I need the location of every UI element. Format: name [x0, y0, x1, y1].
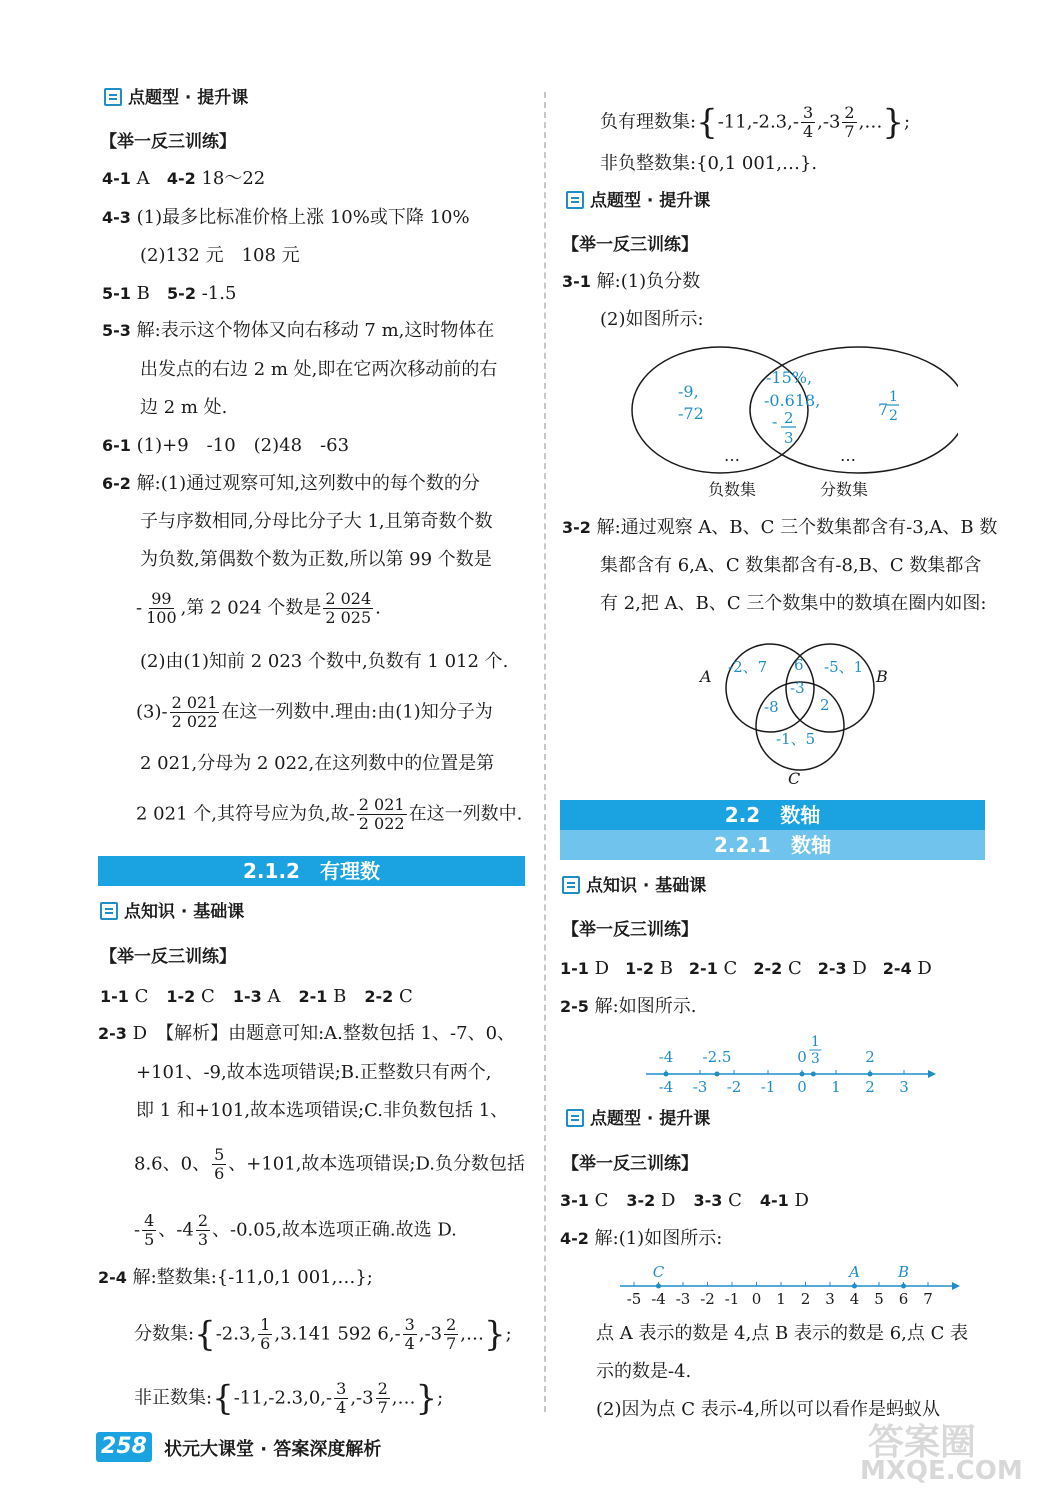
answer-item: [626, 1190, 675, 1211]
answer-line: (2)因为点 C 表示-4,所以可以看作是蚂蚁从: [596, 1399, 940, 1420]
set-b-label: B: [876, 667, 888, 686]
fraction: $\frac{3}{4}$: [336, 1379, 347, 1417]
answer-choice: B: [327, 986, 347, 1007]
section-band-2-2: 2.2 数轴: [560, 800, 985, 830]
question-number: 2-3: [817, 959, 847, 978]
venn-right-frac-den: 2: [889, 408, 898, 424]
section-band-2-1-2: 2.1.2 有理数: [98, 856, 525, 886]
answer-item: [689, 958, 737, 979]
answer-choice: C: [195, 986, 215, 1007]
answer-choice: B: [653, 958, 673, 979]
answer-line: 3-1 解:(1)负分数: [562, 271, 701, 292]
question-number: 2-1: [298, 987, 328, 1006]
answer-line: 子与序数相同,分母比分子大 1,且第奇数个数: [140, 511, 493, 532]
point-label: -2.5: [702, 1048, 732, 1066]
answer-row: [560, 1189, 827, 1213]
answer-line: 边 2 m 处.: [140, 397, 228, 418]
tick-label: -4: [651, 1290, 666, 1308]
answer-item: [100, 986, 148, 1007]
section-header-zhishi: 点知识 · 基础课: [562, 874, 706, 898]
answer-choice: D: [911, 958, 932, 979]
point-label: 2: [865, 1048, 875, 1066]
point-dot: [656, 1284, 661, 1289]
point-label: C: [652, 1263, 665, 1281]
fraction: $\frac{2}{7}$: [377, 1379, 388, 1417]
fraction: $\frac{2 021}{2 022}$: [171, 693, 218, 731]
tick-label: 0: [751, 1290, 762, 1308]
answer-choice: D: [846, 958, 867, 979]
answer-line: 点 A 表示的数是 4,点 B 表示的数是 6,点 C 表: [596, 1323, 969, 1344]
answer-item: [233, 986, 281, 1007]
answer-line: 分数集:{-2.3, $\frac{1}{6}$ ,3.141 592 6,- $\frac{3}{4}$ ,-3 $\frac{2}{7}$ ,…};: [134, 1314, 512, 1355]
answer-line: 非正数集:{-11,-2.3,0,- $\frac{3}{4}$ ,-3 $\frac{2}{7}$ ,…};: [134, 1378, 444, 1419]
answer-line: 5-3 解:表示这个物体又向右移动 7 m,这时物体在: [102, 320, 495, 341]
answer-line: (2)132 元 108 元: [140, 245, 300, 266]
fraction: $\frac{2}{3}$: [197, 1211, 209, 1249]
answer-item: [625, 958, 673, 979]
venn-right-whole: 7: [878, 400, 889, 419]
answer-line: 4-1 A 4-2 18～22: [102, 168, 266, 189]
training-title: 【举一反三训练】: [100, 132, 236, 152]
answer-row: [100, 985, 431, 1009]
venn-right-dots: …: [840, 446, 856, 465]
tick-label: 2: [865, 1078, 875, 1096]
tick-label: -2: [726, 1078, 742, 1096]
tick-label: 0: [797, 1078, 807, 1096]
answer-line: (2)由(1)知前 2 023 个数中,负数有 1 012 个.: [140, 651, 509, 672]
venn-right-label: 分数集: [820, 480, 869, 499]
answer-line: 2-4 解:整数集:{-11,0,1 001,…};: [98, 1267, 373, 1288]
fraction-denominator: 3: [810, 1051, 820, 1067]
venn-diagram-negative-fraction: [628, 345, 958, 505]
fraction: $\frac{2 021}{2 022}$: [358, 795, 405, 833]
venn-mid-frac-den: 3: [784, 429, 794, 447]
answer-line: 负有理数集:{-11,-2.3,- $\frac{3}{4}$ ,-3 $\frac{2}{7}$ ,…};: [600, 102, 911, 143]
venn-left-dots: …: [724, 446, 740, 465]
answer-row: [560, 957, 948, 981]
fraction: $\frac{3}{4}$: [404, 1315, 415, 1353]
answer-choice: A: [261, 986, 281, 1007]
question-number: 2-1: [688, 959, 718, 978]
question-number: 3-2: [626, 1191, 656, 1210]
answer-line: 非负整数集:{0,1 001,…}.: [600, 153, 818, 174]
tick-label: 6: [898, 1290, 909, 1308]
answer-line: 即 1 和+101,故本选项错误;C.非负数包括 1、: [136, 1100, 509, 1121]
answer-line: +101、-9,故本选项错误;B.正整数只有两个,: [136, 1062, 492, 1083]
point-label: B: [897, 1263, 910, 1281]
point-dot: [811, 1072, 816, 1077]
answer-choice: C: [717, 958, 738, 979]
fraction: $\frac{3}{4}$: [802, 103, 814, 141]
point-dot: [800, 1072, 805, 1077]
answer-line: 3-2 解:通过观察 A、B、C 三个数集都含有-3,A、B 数: [562, 517, 998, 538]
answer-line: 6-1 (1)+9 -10 (2)48 -63: [102, 435, 350, 456]
fraction: $\frac{4}{5}$: [144, 1211, 155, 1249]
training-title: 【举一反三训练】: [562, 235, 698, 255]
point-dot: [852, 1284, 857, 1289]
answer-line: 2-3 D 【解析】由题意可知:A.整数包括 1、-7、0、: [98, 1023, 516, 1044]
question-number: 1-1: [100, 987, 129, 1006]
point-dot: [868, 1072, 873, 1077]
venn-diagram-abc: [698, 640, 898, 790]
tick-label: 3: [825, 1290, 835, 1308]
answer-line: 示的数是-4.: [596, 1361, 692, 1382]
tick-label: 5: [874, 1290, 884, 1308]
fraction: $\frac{99}{100}$: [146, 589, 177, 627]
answer-line: - $\frac{4}{5}$ 、-4 $\frac{2}{3}$ 、-0.05,故本选项正确.故选 D.: [134, 1211, 457, 1249]
clipboard-icon: [104, 88, 122, 106]
answer-item: [560, 958, 609, 979]
question-number: 3-3: [693, 1191, 723, 1210]
tick-label: 1: [831, 1078, 841, 1096]
answer-line: 有 2,把 A、B、C 三个数集中的数填在圈内如图:: [600, 593, 987, 614]
watermark-url: MXQE.COM: [860, 1456, 1023, 1486]
answer-choice: C: [722, 1190, 742, 1211]
fraction: $\frac{2 024}{2 025}$: [325, 589, 372, 627]
axis-arrow: [928, 1070, 936, 1078]
tick-label: 7: [923, 1290, 933, 1308]
answer-item: [298, 986, 346, 1007]
training-title: 【举一反三训练】: [100, 947, 236, 967]
answer-item: [753, 958, 801, 979]
question-number: 1-2: [166, 987, 196, 1006]
question-number: 3-1: [560, 1191, 589, 1210]
answer-line: 4-3 (1)最多比标准价格上涨 10%或下降 10%: [102, 207, 470, 228]
venn-ac: -8: [764, 698, 779, 716]
answer-line: 集都含有 6,A、C 数集都含有-8,B、C 数集都含: [600, 555, 982, 576]
question-number: 1-2: [625, 959, 654, 978]
tick-label: 2: [800, 1290, 811, 1308]
venn-mid-value: -0.618,: [764, 391, 821, 410]
answer-choice: D: [788, 1190, 809, 1211]
answer-item: [760, 1190, 809, 1211]
tick-label: -2: [700, 1290, 715, 1308]
footer-title: 状元大课堂 · 答案深度解析: [164, 1439, 382, 1460]
point-label: -4: [658, 1048, 674, 1066]
venn-ab: 6: [794, 656, 804, 674]
tick-label: -1: [760, 1078, 776, 1096]
training-title: 【举一反三训练】: [562, 1154, 698, 1174]
number-line-4-2: [618, 1262, 968, 1314]
answer-item: [364, 986, 412, 1007]
question-number: 4-1: [759, 1191, 789, 1210]
answer-line: - $\frac{99}{100}$ ,第 2 024 个数是 $\frac{2 024}{2 025}$ .: [136, 589, 381, 627]
venn-left-value: -9,: [678, 382, 699, 401]
venn-bc: 2: [820, 696, 830, 714]
question-number: 2-4: [882, 959, 912, 978]
number-line-2-5: [644, 1032, 944, 1102]
answer-line: 出发点的右边 2 m 处,即在它两次移动前的右: [140, 359, 498, 380]
page-number: 258: [96, 1432, 152, 1462]
tick-label: -3: [675, 1290, 691, 1308]
answer-choice: C: [393, 986, 413, 1007]
venn-a-only: -2、7: [728, 658, 768, 676]
set-a-label: A: [700, 667, 712, 686]
fraction: $\frac{2}{7}$: [446, 1315, 457, 1353]
book-icon: [562, 876, 580, 894]
answer-choice: D: [655, 1190, 676, 1211]
venn-abc: -3: [790, 679, 805, 697]
set-c-label: C: [788, 769, 801, 788]
venn-left-value: -72: [678, 404, 704, 423]
fraction: $\frac{5}{6}$: [214, 1145, 225, 1183]
answer-item: [693, 1190, 741, 1211]
tick-label: 4: [849, 1290, 860, 1308]
fraction-numerator: 1: [810, 1034, 820, 1050]
venn-c-only: -1、5: [776, 730, 816, 748]
answer-line: 2-5 解:如图所示.: [560, 996, 697, 1017]
tick-label: -5: [626, 1290, 642, 1308]
book-icon: [100, 902, 118, 920]
venn-right-frac-num: 1: [889, 389, 898, 405]
answer-choice: C: [782, 958, 802, 979]
answer-item: [560, 1190, 608, 1211]
answer-item: [166, 986, 214, 1007]
answer-line: 6-2 解:(1)通过观察可知,这列数中的每个数的分: [102, 473, 480, 494]
question-number: 2-2: [753, 959, 783, 978]
answer-line: 2 021 个,其符号应为负,故- $\frac{2 021}{2 022}$ 在这一列数中.: [136, 795, 523, 833]
point-dot: [664, 1072, 669, 1077]
answer-choice: D: [588, 958, 610, 979]
venn-mid-value: -15%,: [766, 368, 813, 387]
section-header-tixing: 点题型 · 提升课: [104, 86, 248, 110]
section-band-2-2-1: 2.2.1 数轴: [560, 830, 985, 860]
point-label: 0: [797, 1048, 807, 1066]
answer-choice: C: [588, 1190, 609, 1211]
point-dot: [715, 1072, 720, 1077]
answer-line: (2)如图所示:: [600, 309, 704, 330]
venn-b-only: -5、1: [824, 658, 864, 676]
watermark-logo: 答案圈: [868, 1422, 977, 1463]
answer-choice: C: [128, 986, 149, 1007]
tick-label: -4: [658, 1078, 674, 1096]
answer-line: 为负数,第偶数个数为正数,所以第 99 个数是: [140, 549, 492, 570]
fraction: $\frac{1}{6}$: [260, 1315, 271, 1353]
answer-line: 4-2 解:(1)如图所示:: [560, 1228, 723, 1249]
point-dot: [901, 1284, 906, 1289]
answer-line: 2 021,分母为 2 022,在这列数中的位置是第: [140, 753, 495, 774]
answer-line: (3)- $\frac{2 021}{2 022}$ 在这一列数中.理由:由(1)知分子为: [136, 693, 493, 731]
column-divider: [544, 92, 546, 1412]
venn-mid-frac-sign: -: [772, 412, 778, 431]
tick-label: -3: [692, 1078, 708, 1096]
answer-item: [818, 958, 867, 979]
section-header-zhishi: 点知识 · 基础课: [100, 900, 244, 924]
question-number: 1-3: [232, 987, 262, 1006]
tick-label: 3: [899, 1078, 909, 1096]
answer-item: [883, 958, 932, 979]
section-header-tixing: 点题型 · 提升课: [566, 1107, 710, 1131]
answer-line: 5-1 B 5-2 -1.5: [102, 283, 237, 304]
tick-label: 1: [776, 1290, 786, 1308]
fraction: $\frac{2}{7}$: [844, 103, 855, 141]
axis-arrow: [952, 1282, 960, 1290]
venn-left-label: 负数集: [708, 480, 757, 499]
point-label: A: [849, 1263, 860, 1281]
clipboard-icon: [566, 1109, 584, 1127]
venn-mid-frac-num: 2: [784, 409, 794, 427]
answer-line: 8.6、0、 $\frac{5}{6}$ 、+101,故本选项错误;D.负分数包括: [134, 1145, 526, 1183]
question-number: 1-1: [560, 959, 589, 978]
clipboard-icon: [566, 191, 584, 209]
tick-label: -1: [724, 1290, 740, 1308]
question-number: 2-2: [364, 987, 394, 1006]
section-header-tixing: 点题型 · 提升课: [566, 189, 710, 213]
training-title: 【举一反三训练】: [562, 920, 698, 940]
